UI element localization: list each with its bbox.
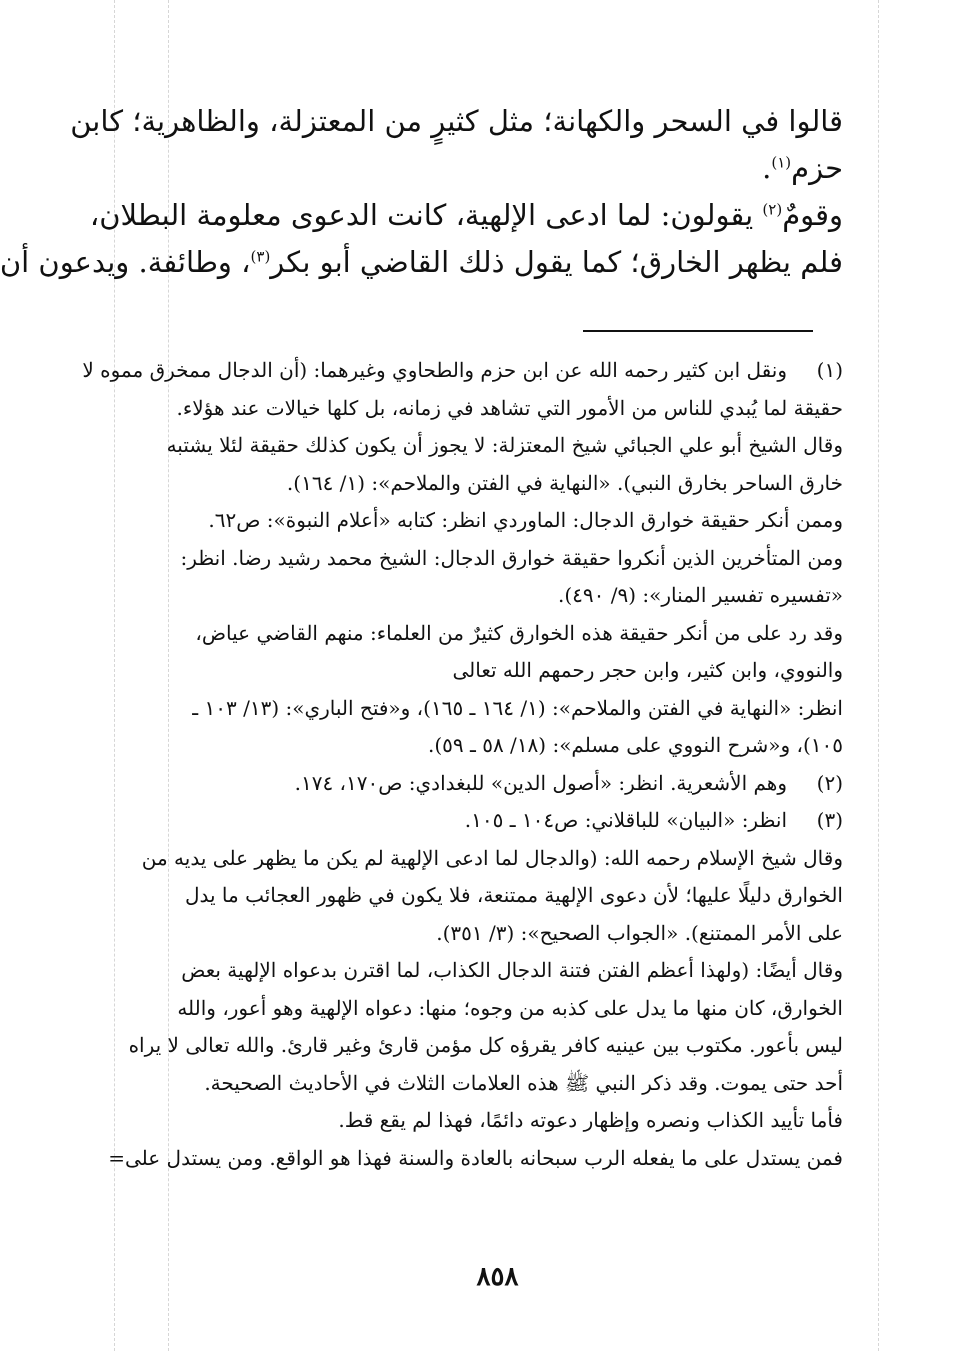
footnote-separator xyxy=(583,330,813,332)
main-text-fragment: يقولون: لما ادعى الإلهية، كانت الدعوى معلومة البطلان، xyxy=(89,198,754,232)
footnote-line: وممن أنكر حقيقة خوارق الدجال: الماوردي انظر: كتابه «أعلام النبوة»: ص٦٢. xyxy=(208,508,843,532)
footnote-line: «تفسيره تفسير المنار»: (٩/ ٤٩٠). xyxy=(557,583,843,607)
footnote-marker-2: (٢) xyxy=(762,200,783,219)
footnote-number: (٢) xyxy=(816,770,843,795)
footnote-line: وقال شيخ الإسلام رحمه الله: (والدجال لما ادعى الإلهية لم يكن ما يظهر على يديه من xyxy=(141,845,843,870)
page-number: ٨٥٨ xyxy=(476,1262,519,1292)
main-text-line xyxy=(128,145,843,192)
footnote-line: على الأمر الممتنع). «الجواب الصحيح»: (٣/ ٣٥١). xyxy=(436,920,843,945)
footnote-number: (١) xyxy=(816,358,843,382)
footnote-line: خارق الساحر بخارق النبي). «النهاية في الفتن والملاحم»: (١/ ١٦٤). xyxy=(286,470,843,495)
footnote-line: أحد حتى يموت. وقد ذكر النبي ﷺ هذه العلامات الثلاث في الأحاديث الصحيحة. xyxy=(204,1070,843,1095)
footnote-line: انظر: «البيان» للباقلاني: ص١٠٤ ـ ١٠٥. xyxy=(464,808,787,832)
footnote-line: ليس بأعور. مكتوب بين عينيه كافر يقرؤه كل مؤمن قارئ وغير قارئ. والله تعالى لا يراه xyxy=(128,1033,843,1057)
main-text-line xyxy=(89,192,843,239)
footnote-2 xyxy=(128,765,843,803)
footnote-marker-1: (١) xyxy=(771,153,792,172)
footnotes xyxy=(82,352,843,1177)
footnote-number: (٣) xyxy=(816,808,843,832)
main-text-line xyxy=(0,239,843,286)
footnote-3 xyxy=(108,802,843,1177)
footnote-1 xyxy=(82,352,843,765)
footnote-line: حقيقة لما يُبدي للناس من الأمور التي تشاهد في زمانه، بل كلها خيالات عند هؤلاء. xyxy=(176,395,843,420)
main-text-fragment: ، وطائفة. ويدعون أن xyxy=(0,245,251,279)
footnote-line: وقد رد على من أنكر حقيقة هذه الخوارق كثيرٌ من العلماء: منهم القاضي عياض، xyxy=(195,620,843,645)
main-text-fragment: فلم يظهر الخارق؛ كما يقول ذلك القاضي أبو بكر xyxy=(270,245,843,279)
footnote-line: والنووي، وابن كثير، وابن حجر رحمهم الله تعالى xyxy=(452,658,843,682)
footnote-line: ١٠٥)، و«شرح النووي على مسلم»: (١٨/ ٥٨ ـ ٥٩). xyxy=(427,733,843,757)
footnote-line: فمن يستدل على ما يفعله الرب سبحانه بالعادة والسنة فهذا هو الواقع. ومن يستدل على= xyxy=(108,1145,843,1170)
footnote-line: ومن المتأخرين الذين أنكروا حقيقة خوارق الدجال: الشيخ محمد رشيد رضا. انظر: xyxy=(180,545,843,570)
scan-fold-line xyxy=(878,0,879,1351)
footnote-line: الخوارق، كان منها ما يدل على كذبه من وجوه؛ منها: دعواه الإلهية وهو أعور، والله xyxy=(177,995,843,1020)
footnote-line: انظر: «النهاية في الفتن والملاحم»: (١/ ١٦٤ ـ ١٦٥)، و«فتح الباري»: (١٣/ ١٠٣ ـ xyxy=(192,695,843,720)
main-text-fragment: وقومٌ xyxy=(782,198,843,232)
footnote-line: الخوارق دليلًا عليها؛ لأن دعوى الإلهية ممتنعة، فلا يكون في ظهور العجائب ما يدل xyxy=(184,883,843,907)
main-text-fragment: حزم xyxy=(791,151,843,185)
footnote-marker-3: (٣) xyxy=(250,247,271,266)
main-text xyxy=(0,98,843,286)
footnote-line: فأما تأييد الكذاب ونصره وإظهار دعوته دائمًا، فهذا لم يقع قط. xyxy=(338,1108,843,1132)
main-text-line: قالوا في السحر والكهانة؛ مثل كثيرٍ من المعتزلة، والظاهرية؛ كابن xyxy=(70,104,843,138)
footnote-line: وقال أيضًا: (ولهذا أعظم الفتن فتنة الدجال الكذاب، لما اقترن بدعواه الإلهية بعض xyxy=(181,958,843,982)
footnote-line: وهم الأشعرية. انظر: «أصول الدين» للبغدادي: ص١٧٠، ١٧٤. xyxy=(294,770,787,795)
main-text-fragment: . xyxy=(762,151,772,185)
footnote-line: ونقل ابن كثير رحمه الله عن ابن حزم والطحاوي وغيرهما: (أن الدجال ممخرق مموه لا xyxy=(82,358,787,382)
footnote-line: وقال الشيخ أبو علي الجبائي شيخ المعتزلة: لا يجوز أن يكون كذلك حقيقة لئلا يشتبه xyxy=(166,433,843,457)
